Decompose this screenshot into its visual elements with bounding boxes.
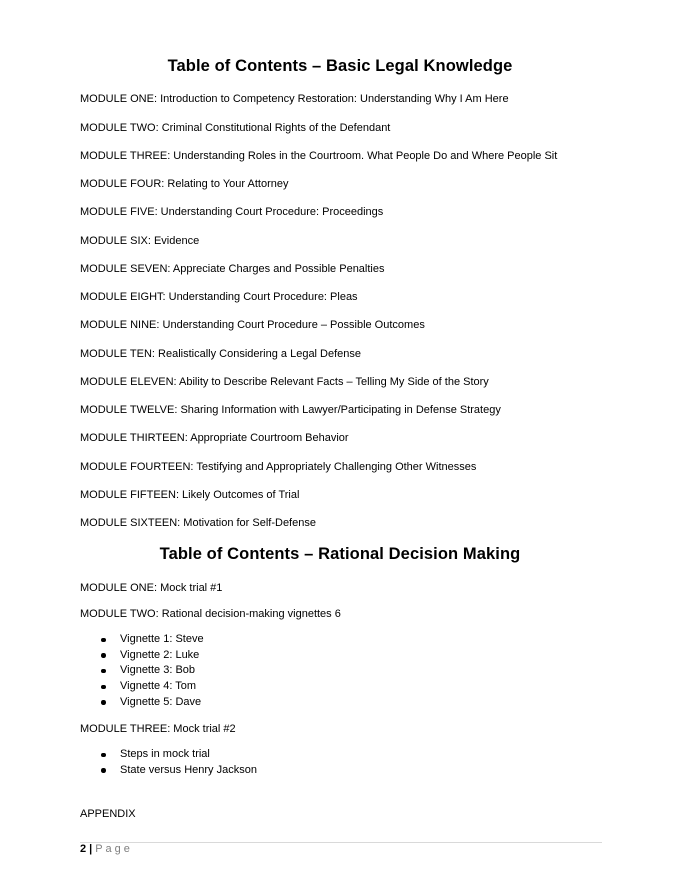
toc-entry: MODULE ELEVEN: Ability to Describe Relevant Facts – Telling My Side of the Story <box>80 376 489 388</box>
toc-entry: MODULE EIGHT: Understanding Court Procedure: Pleas <box>80 291 358 303</box>
footer-separator: | <box>89 843 93 855</box>
toc-entry: MODULE TWO: Rational decision-making vignettes 6 <box>80 608 341 620</box>
toc-entry: MODULE THREE: Understanding Roles in the Courtroom. What People Do and Where People Sit <box>80 150 558 162</box>
toc-entry: MODULE THREE: Mock trial #2 <box>80 723 236 735</box>
list-item-label: Vignette 4: Tom <box>120 680 197 693</box>
list-item <box>80 679 204 695</box>
toc-entry: MODULE SEVEN: Appreciate Charges and Possible Penalties <box>80 263 385 275</box>
footer-divider <box>80 842 602 843</box>
bullet-icon <box>101 669 106 674</box>
list-item-label: Vignette 3: Bob <box>120 664 196 677</box>
bullet-icon <box>101 685 106 690</box>
vignette-list <box>80 632 204 710</box>
toc-entry: MODULE TEN: Realistically Considering a Legal Defense <box>80 348 362 360</box>
toc-heading-rational-decision-making: Table of Contents – Rational Decision Making <box>159 545 521 563</box>
list-item <box>80 632 204 648</box>
toc-entry: MODULE NINE: Understanding Court Procedure – Possible Outcomes <box>80 319 425 331</box>
mock-trial-list <box>80 747 257 778</box>
bullet-icon <box>101 638 106 643</box>
toc-entry: MODULE SIX: Evidence <box>80 235 200 247</box>
page-label: Page <box>95 843 133 855</box>
bullet-icon <box>101 653 106 658</box>
list-item <box>80 663 204 679</box>
toc-entry: MODULE TWO: Criminal Constitutional Rights of the Defendant <box>80 122 391 134</box>
toc-entry: MODULE SIXTEEN: Motivation for Self-Defense <box>80 517 316 529</box>
list-item-label: Steps in mock trial <box>120 748 210 760</box>
list-item-label: Vignette 1: Steve <box>120 633 204 645</box>
bullet-icon <box>101 700 106 705</box>
toc-entry: MODULE TWELVE: Sharing Information with Lawyer/Participating in Defense Strategy <box>80 404 501 416</box>
list-item-label: Vignette 2: Luke <box>120 648 200 661</box>
toc-entry: MODULE THIRTEEN: Appropriate Courtroom Behavior <box>80 432 349 444</box>
bullet-icon <box>101 753 106 758</box>
toc-entry: MODULE FIFTEEN: Likely Outcomes of Trial <box>80 489 300 501</box>
list-item <box>80 747 257 763</box>
toc-entry: MODULE FOUR: Relating to Your Attorney <box>80 178 289 190</box>
bullet-icon <box>101 768 106 773</box>
toc-entry: MODULE FOURTEEN: Testifying and Appropriately Challenging Other Witnesses <box>80 461 477 473</box>
list-item-label: State versus Henry Jackson <box>120 763 257 776</box>
list-item-label: Vignette 5: Dave <box>120 695 202 708</box>
list-item <box>80 695 204 711</box>
appendix-entry: APPENDIX <box>80 808 136 820</box>
list-item <box>80 648 204 664</box>
list-item <box>80 763 257 779</box>
toc-entry: MODULE ONE: Introduction to Competency Restoration: Understanding Why I Am Here <box>80 93 509 105</box>
toc-entry: MODULE FIVE: Understanding Court Procedure: Proceedings <box>80 206 384 218</box>
toc-entry: MODULE ONE: Mock trial #1 <box>80 582 223 594</box>
page-number: 2 <box>80 843 87 855</box>
toc-heading-basic-legal-knowledge: Table of Contents – Basic Legal Knowledge <box>167 57 513 75</box>
page-footer <box>80 843 133 855</box>
